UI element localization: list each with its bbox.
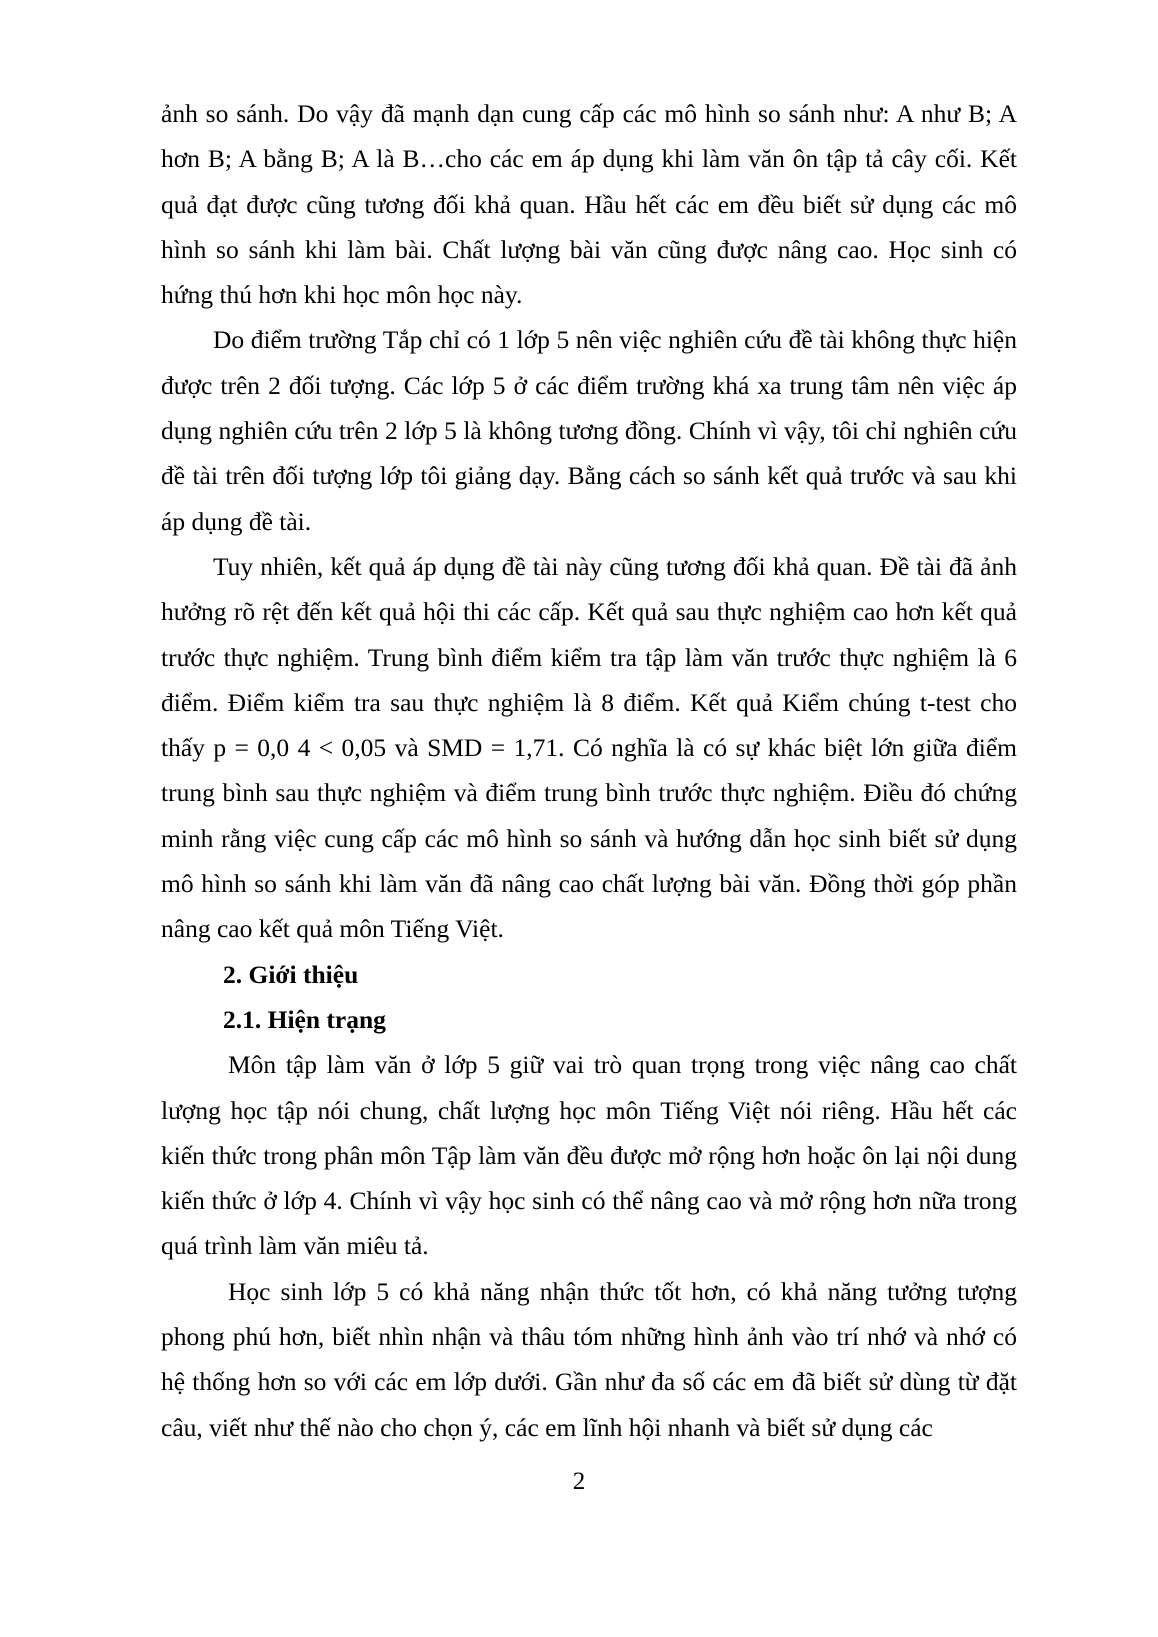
paragraph-current-state: Môn tập làm văn ở lớp 5 giữ vai trò quan trọng trong việc nâng cao chất lượng học tập nói chung, chất lượng học môn Tiếng Việt nói riêng. Hầu hết các kiến thức trong phân môn Tập làm văn đều được mở rộng hơn hoặc ôn lại nội dung kiến thức ở lớp 4. Chính vì vậy học sinh có thể nâng cao và mở rộng hơn nữa trong quá trình làm văn miêu tả.: [161, 1050, 1017, 1261]
heading-section-2: 2. Giới thiệu: [223, 959, 359, 989]
paragraph-research-scope: Do điểm trường Tắp chỉ có 1 lớp 5 nên việc nghiên cứu đề tài không thực hiện được trên 2 đối tượng. Các lớp 5 ở các điểm trường khá xa trung tâm nên việc áp dụng nghiên cứu trên 2 lớp 5 là không tương đồng. Chính vì vậy, tôi chỉ nghiên cứu đề tài trên đối tượng lớp tôi giảng dạy. Bằng cách so sánh kết quả trước và sau khi áp dụng đề tài.: [161, 325, 1017, 536]
paragraph-student-ability: Học sinh lớp 5 có khả năng nhận thức tốt hơn, có khả năng tưởng tượng phong phú hơn, biết nhìn nhận và thâu tóm những hình ảnh vào trí nhớ và nhớ có hệ thống hơn so với các em lớp dưới. Gần như đa số các em đã biết sử dùng từ đặt câu, viết như thế nào cho chọn ý, các em lĩnh hội nhanh và biết sử dụng các: [161, 1276, 1017, 1442]
page-number: 2: [572, 1468, 586, 1495]
paragraph-continuation: ảnh so sánh. Do vậy đã mạnh dạn cung cấp các mô hình so sánh như: A như B; A hơn B; A bằng B; A là B…cho các em áp dụng khi làm văn ôn tập tả cây cối. Kết quả đạt được cũng tương đối khả quan. Hầu hết các em đều biết sử dụng các mô hình so sánh khi làm bài. Chất lượng bài văn cũng được nâng cao. Học sinh có hứng thú hơn khi học môn học này.: [161, 99, 1017, 310]
paragraph-results: Tuy nhiên, kết quả áp dụng đề tài này cũng tương đối khả quan. Đề tài đã ảnh hưởng rõ rệt đến kết quả hội thi các cấp. Kết quả sau thực nghiệm cao hơn kết quả trước thực nghiệm. Trung bình điểm kiểm tra tập làm văn trước thực nghiệm là 6 điểm. Điểm kiểm tra sau thực nghiệm là 8 điểm. Kết quả Kiểm chúng t-test cho thấy p = 0,0 4 < 0,05 và SMD = 1,71. Có nghĩa là có sự khác biệt lớn giữa điểm trung bình sau thực nghiệm và điểm trung bình trước thực nghiệm. Điều đó chứng minh rằng việc cung cấp các mô hình so sánh và hướng dẫn học sinh biết sử dụng mô hình so sánh khi làm văn đã nâng cao chất lượng bài văn. Đồng thời góp phần nâng cao kết quả môn Tiếng Việt.: [161, 551, 1017, 944]
heading-section-2-1: 2.1. Hiện trạng: [223, 1004, 386, 1034]
page-body: [161, 91, 1017, 1450]
